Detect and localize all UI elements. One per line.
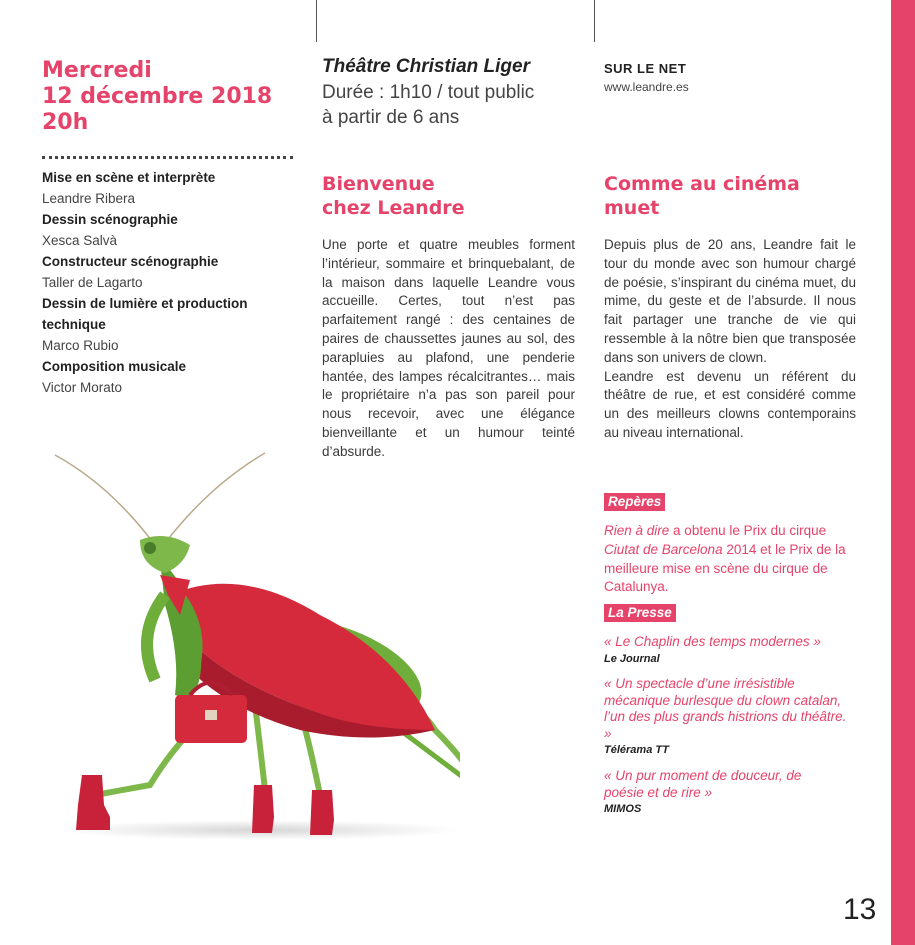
website-link[interactable]: www.leandre.es [604,80,689,94]
press-quote [604,634,856,666]
reperes-fragment: a obtenu le Prix du cirque [669,523,827,538]
award-name: Ciutat de Barcelona [604,541,723,557]
quote-source: MIMOS [604,803,642,815]
quote-source: Le Journal [604,652,660,665]
quote-text: « Un pur moment de douceur, de poésie et de rire » [604,768,802,800]
divider-line [316,0,317,42]
page-number: 13 [843,893,877,926]
credit-role: Composition musicale [42,359,187,374]
credit-name: Xesca Salvà [42,233,118,248]
red-boot [76,775,110,830]
reperes-text [604,522,864,597]
presse-tag [604,604,676,622]
welcome-heading [322,172,584,220]
side-color-band [891,0,915,945]
venue-title: Théâtre Christian Liger [322,56,530,77]
welcome-text: Une porte et quatre meubles forment l’intérieur, sommaire et brinquebalant, de la maison dans laquelle Leandre vous accueille. Certes, tout n’est pas parfaitement rangé : des centaines de paires de chaussettes jaunes au sol, des parapluies au plafond, une penderie hantée, des lampes récalcitrantes… mais le propriétaire n’a pas son pareil pour nous recevoir, avec une élégance bienveillante et un humour teinté d’absurde. [322,237,575,459]
reperes-fragment: 2014 et le Prix de la meilleure mise en scène du cirque de Catalunya. [604,541,846,595]
red-boot [310,790,334,835]
event-date [42,58,312,136]
red-boot [252,785,274,833]
cinema-heading [604,172,874,220]
credit-name: Taller de Lagarto [42,275,143,290]
heading-line: chez Leandre [322,197,465,219]
credit-role: Dessin de lumière et production technique [42,296,248,332]
quote-text: « Le Chaplin des temps modernes » [604,634,821,649]
credit-role: Dessin scénographie [42,212,178,227]
tag-label: Repères [604,493,665,511]
press-quote [604,768,834,816]
cinema-paragraph: Leandre est devenu un référent du théâtre de rue, et est considéré comme un des meilleurs clowns contemporains au niveau international. [604,368,856,440]
show-title: Rien à dire [604,523,670,538]
quote-text: « Un spectacle d’une irrésistible mécanique burlesque du clown catalan, l’un des plus grands histrions du théâtre. » [604,676,847,741]
date-time: 20h [42,110,89,135]
credit-role: Constructeur scénographie [42,254,219,269]
date-day: 12 décembre 2018 [42,84,273,109]
heading-line: Comme au cinéma [604,173,800,195]
mantis-illustration [40,445,460,845]
credit-name: Leandre Ribera [42,191,136,206]
divider-line [594,0,595,42]
web-label: SUR LE NET [604,61,687,76]
credit-name: Marco Rubio [42,338,119,353]
press-quote [604,676,854,757]
credits-list [42,167,304,398]
age-text: à partir de 6 ans [322,107,460,128]
reperes-tag [604,493,665,511]
heading-line: Bienvenue [322,173,435,195]
dotted-separator [42,156,293,159]
heading-line: muet [604,197,660,219]
date-weekday: Mercredi [42,58,152,83]
quote-source: Télérama TT [604,744,669,756]
duration-text: Durée : 1h10 / tout public [322,82,535,103]
credit-role: Mise en scène et interprète [42,170,216,185]
cinema-paragraph: Depuis plus de 20 ans, Leandre fait le tour du monde avec son humour chargé de poésie, s’inspirant du cinéma muet, du mime, du geste et de l’absurde. Il nous fait partager une tranche de vie qui ressemble à la nôtre bien que transposée dans son univers de clown. [604,237,856,365]
credit-name: Victor Morato [42,380,123,395]
cinema-text [604,236,856,443]
mantis-head [140,536,190,573]
tag-label: La Presse [604,604,676,622]
